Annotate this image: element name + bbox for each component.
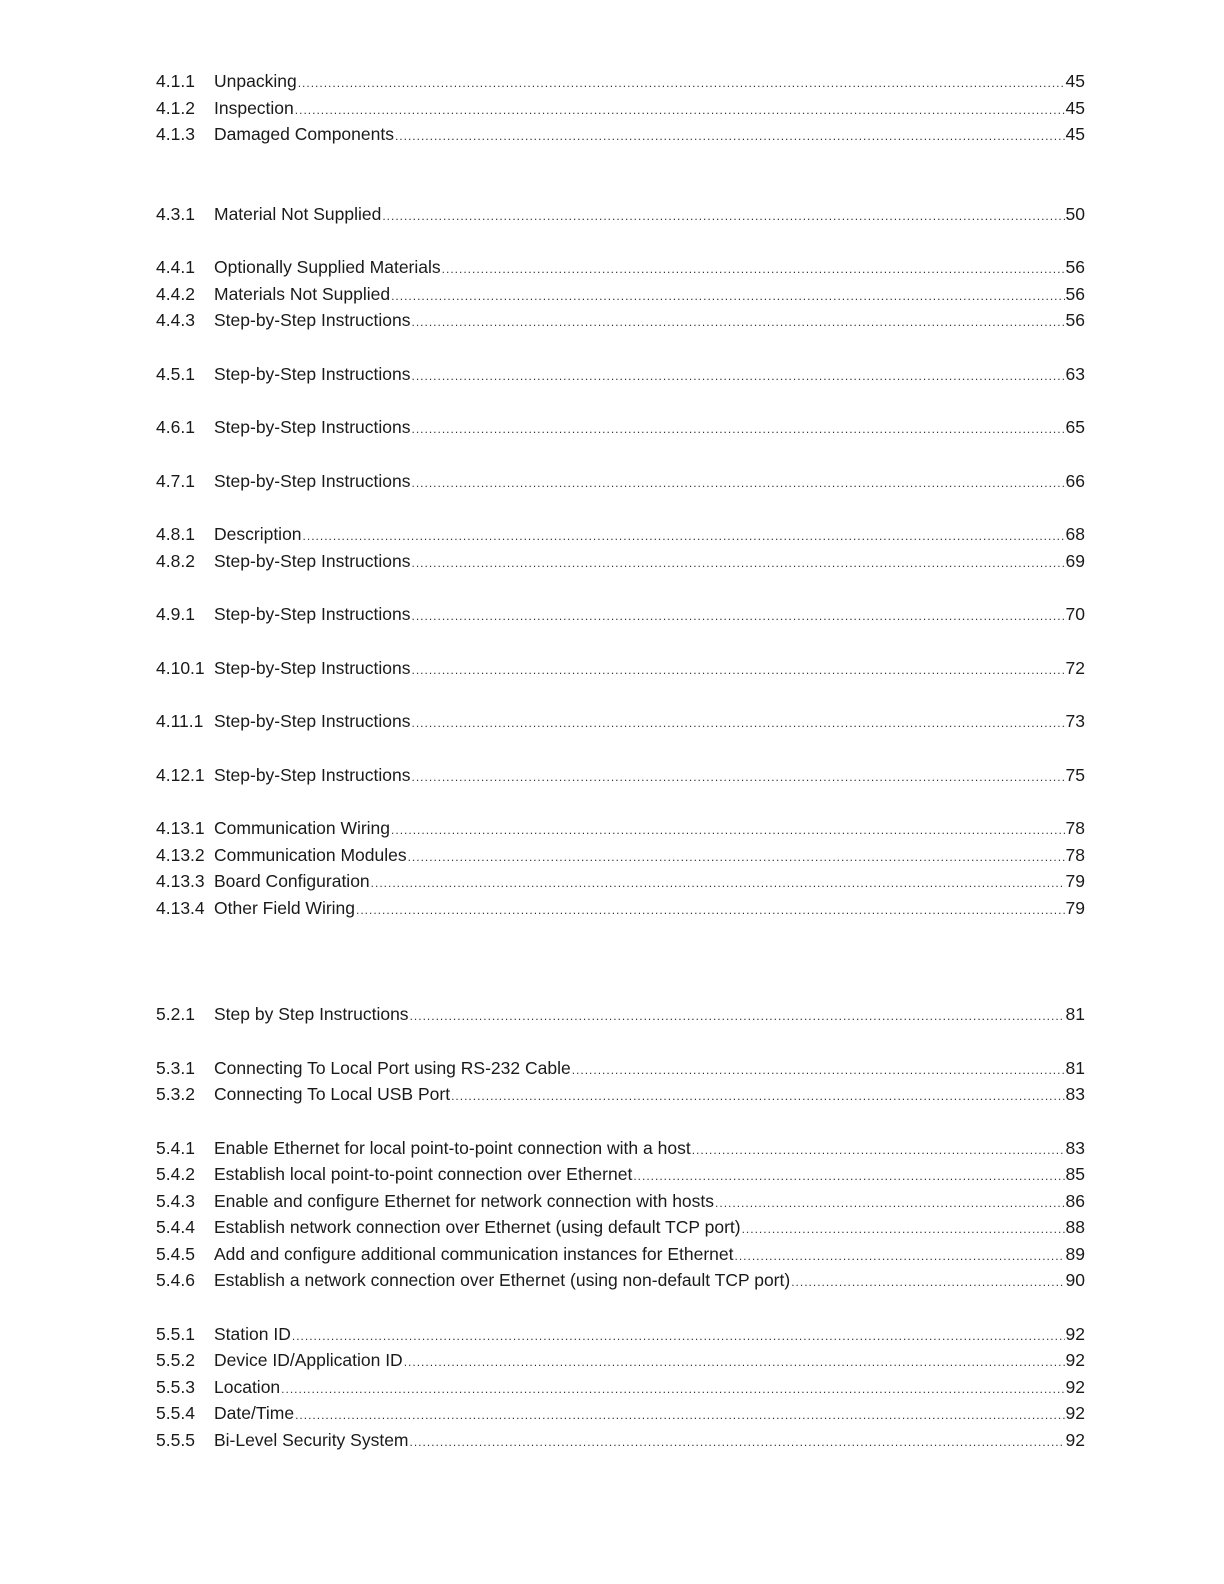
toc-entry[interactable] <box>156 414 1085 441</box>
toc-entry-title: Enable and configure Ethernet for network connection with hosts <box>214 1190 715 1211</box>
toc-entry-number: 4.1.1 <box>156 71 195 91</box>
toc-entry-number: 4.12.1 <box>156 764 205 785</box>
dot-leader <box>281 1376 1064 1403</box>
toc-entry-number: 5.4.6 <box>156 1270 195 1290</box>
toc-entry-title: Add and configure additional communication instances for Ethernet <box>214 1243 734 1264</box>
toc-entry-page: 92 <box>1065 1323 1085 1344</box>
toc-entry-number: 5.4.2 <box>156 1164 195 1184</box>
toc-entry-number: 5.5.1 <box>156 1323 195 1344</box>
toc-entry-number: 5.5.2 <box>156 1350 195 1370</box>
section-gap <box>156 441 1085 468</box>
toc-entry-title: Step-by-Step Instructions <box>214 363 411 384</box>
section-gap <box>156 334 1085 361</box>
toc-entry-title: Communication Modules <box>214 844 407 865</box>
toc-entry-number: 4.1.2 <box>156 97 195 118</box>
toc-entry[interactable] <box>156 842 1085 869</box>
dot-leader <box>692 1137 1065 1164</box>
dot-leader <box>295 97 1065 124</box>
dot-leader <box>404 1349 1065 1376</box>
toc-entry-number: 4.13.4 <box>156 897 205 918</box>
dot-leader <box>411 363 1064 390</box>
toc-entry-number: 4.10.1 <box>156 657 205 678</box>
dot-leader <box>395 123 1065 150</box>
toc-entry[interactable] <box>156 201 1085 228</box>
dot-leader <box>411 550 1064 577</box>
toc-entry[interactable] <box>156 895 1085 922</box>
toc-entry-number: 4.1.3 <box>156 124 195 144</box>
toc-entry-page: 89 <box>1065 1243 1085 1264</box>
section-gap <box>156 1108 1085 1135</box>
table-of-contents <box>156 68 1085 1453</box>
toc-entry-page: 63 <box>1065 363 1085 384</box>
toc-entry-title: Establish network connection over Ethernet (using default TCP port) <box>214 1217 741 1237</box>
toc-entry-page: 79 <box>1065 871 1085 891</box>
toc-entry-page: 92 <box>1065 1403 1085 1423</box>
dot-leader <box>382 203 1064 230</box>
toc-entry[interactable] <box>156 655 1085 682</box>
toc-entry-page: 56 <box>1065 283 1085 304</box>
toc-entry[interactable] <box>156 1161 1085 1188</box>
toc-entry-page: 50 <box>1065 203 1085 224</box>
section-gap <box>156 227 1085 254</box>
toc-entry-page: 69 <box>1065 550 1085 571</box>
toc-entry-title: Communication Wiring <box>214 818 391 838</box>
section-gap <box>156 574 1085 601</box>
toc-entry-title: Step-by-Step Instructions <box>214 310 411 330</box>
section-gap <box>156 921 1085 1001</box>
toc-entry-title: Other Field Wiring <box>214 897 356 918</box>
toc-entry-title: Location <box>214 1376 281 1397</box>
toc-entry-page: 45 <box>1065 71 1085 91</box>
toc-entry[interactable] <box>156 1321 1085 1348</box>
toc-entry-title: Step-by-Step Instructions <box>214 604 411 624</box>
toc-entry-title: Station ID <box>214 1323 291 1344</box>
toc-entry[interactable] <box>156 307 1085 334</box>
section-gap <box>156 1028 1085 1055</box>
toc-entry-page: 92 <box>1065 1376 1085 1397</box>
toc-entry-title: Step-by-Step Instructions <box>214 657 411 678</box>
toc-entry-title: Connecting To Local USB Port <box>214 1084 451 1104</box>
toc-entry-page: 83 <box>1065 1084 1085 1104</box>
dot-leader <box>410 1003 1065 1030</box>
toc-entry-number: 4.13.1 <box>156 818 205 838</box>
toc-entry-title: Date/Time <box>214 1403 295 1423</box>
dot-leader <box>303 523 1065 550</box>
toc-entry-page: 45 <box>1065 124 1085 144</box>
section-gap <box>156 735 1085 762</box>
toc-entry[interactable] <box>156 68 1085 95</box>
dot-leader <box>411 309 1064 336</box>
toc-entry-page: 56 <box>1065 257 1085 277</box>
toc-entry-title: Bi-Level Security System <box>214 1429 409 1450</box>
toc-entry-page: 66 <box>1065 470 1085 491</box>
toc-entry[interactable] <box>156 762 1085 789</box>
toc-entry-page: 70 <box>1065 604 1085 624</box>
toc-entry-title: Materials Not Supplied <box>214 283 391 304</box>
toc-entry-page: 85 <box>1065 1164 1085 1184</box>
toc-entry-page: 79 <box>1065 897 1085 918</box>
toc-entry[interactable] <box>156 521 1085 548</box>
toc-entry[interactable] <box>156 1081 1085 1108</box>
dot-leader <box>292 1323 1065 1350</box>
toc-entry-number: 5.4.3 <box>156 1190 195 1211</box>
toc-entry-page: 78 <box>1065 844 1085 865</box>
toc-entry-title: Establish local point-to-point connection over Ethernet <box>214 1164 633 1184</box>
toc-entry-page: 92 <box>1065 1350 1085 1370</box>
toc-entry[interactable] <box>156 601 1085 628</box>
toc-entry-page: 72 <box>1065 657 1085 678</box>
toc-entry-title: Inspection <box>214 97 294 118</box>
toc-entry-page: 88 <box>1065 1217 1085 1237</box>
toc-entry[interactable] <box>156 708 1085 735</box>
toc-entry-page: 83 <box>1065 1137 1085 1158</box>
toc-entry-page: 86 <box>1065 1190 1085 1211</box>
dot-leader <box>715 1190 1065 1217</box>
toc-entry-title: Device ID/Application ID <box>214 1350 403 1370</box>
toc-entry-number: 4.6.1 <box>156 417 195 437</box>
toc-entry-number: 5.3.1 <box>156 1057 195 1078</box>
toc-entry-title: Description <box>214 524 302 544</box>
toc-entry-title: Enable Ethernet for local point-to-point connection with a host <box>214 1137 691 1158</box>
toc-entry-title: Step by Step Instructions <box>214 1004 409 1024</box>
toc-entry-number: 4.13.3 <box>156 871 205 891</box>
dot-leader <box>411 416 1064 443</box>
toc-entry-page: 56 <box>1065 310 1085 330</box>
toc-entry-number: 4.8.1 <box>156 524 195 544</box>
dot-leader <box>411 603 1064 630</box>
toc-entry-number: 5.5.4 <box>156 1403 195 1423</box>
dot-leader <box>391 817 1065 844</box>
toc-entry-title: Step-by-Step Instructions <box>214 417 411 437</box>
toc-entry-page: 45 <box>1065 97 1085 118</box>
toc-entry-number: 4.3.1 <box>156 203 195 224</box>
toc-entry-number: 5.4.1 <box>156 1137 195 1158</box>
toc-entry-page: 78 <box>1065 818 1085 838</box>
section-gap <box>156 628 1085 655</box>
toc-entry-number: 4.8.2 <box>156 550 195 571</box>
toc-entry-title: Material Not Supplied <box>214 203 382 224</box>
toc-entry-title: Optionally Supplied Materials <box>214 257 441 277</box>
dot-leader <box>411 764 1064 791</box>
dot-leader <box>442 256 1065 283</box>
toc-entry-page: 68 <box>1065 524 1085 544</box>
toc-entry-number: 4.11.1 <box>156 711 204 731</box>
toc-entry[interactable] <box>156 1347 1085 1374</box>
toc-entry-number: 4.7.1 <box>156 470 195 491</box>
toc-entry[interactable] <box>156 254 1085 281</box>
dot-leader <box>298 70 1065 97</box>
toc-entry-number: 4.4.2 <box>156 283 195 304</box>
toc-entry[interactable] <box>156 95 1085 122</box>
toc-entry[interactable] <box>156 468 1085 495</box>
toc-entry-page: 75 <box>1065 764 1085 785</box>
dot-leader <box>633 1163 1064 1190</box>
section-gap <box>156 494 1085 521</box>
toc-entry-title: Step-by-Step Instructions <box>214 550 411 571</box>
section-gap <box>156 788 1085 815</box>
toc-entry[interactable] <box>156 281 1085 308</box>
toc-entry-page: 65 <box>1065 417 1085 437</box>
toc-entry-title: Establish a network connection over Ethernet (using non-default TCP port) <box>214 1270 791 1290</box>
section-gap <box>156 387 1085 414</box>
section-gap <box>156 1294 1085 1321</box>
toc-entry[interactable] <box>156 1135 1085 1162</box>
toc-entry-title: Step-by-Step Instructions <box>214 764 411 785</box>
toc-entry-number: 5.4.5 <box>156 1243 195 1264</box>
dot-leader <box>391 283 1064 310</box>
dot-leader <box>356 897 1065 924</box>
toc-entry-title: Board Configuration <box>214 871 370 891</box>
toc-entry[interactable] <box>156 1214 1085 1241</box>
toc-entry[interactable] <box>156 1188 1085 1215</box>
toc-entry-page: 81 <box>1065 1057 1085 1078</box>
toc-entry-number: 4.4.1 <box>156 257 195 277</box>
toc-entry-title: Connecting To Local Port using RS-232 Cable <box>214 1057 571 1078</box>
dot-leader <box>742 1216 1065 1243</box>
dot-leader <box>295 1402 1064 1429</box>
toc-entry-number: 4.13.2 <box>156 844 205 865</box>
dot-leader <box>410 1429 1065 1456</box>
toc-entry[interactable] <box>156 815 1085 842</box>
toc-entry-page: 90 <box>1065 1270 1085 1290</box>
toc-entry[interactable] <box>156 1267 1085 1294</box>
toc-entry-number: 5.5.5 <box>156 1429 195 1450</box>
toc-entry-number: 4.5.1 <box>156 363 195 384</box>
toc-entry-title: Damaged Components <box>214 124 394 144</box>
dot-leader <box>451 1083 1064 1110</box>
dot-leader <box>411 710 1064 737</box>
dot-leader <box>411 657 1064 684</box>
dot-leader <box>572 1057 1065 1084</box>
dot-leader <box>791 1269 1064 1296</box>
toc-entry[interactable] <box>156 1374 1085 1401</box>
toc-entry-page: 92 <box>1065 1429 1085 1450</box>
toc-entry-title: Unpacking <box>214 71 297 91</box>
toc-entry-title: Step-by-Step Instructions <box>214 711 411 731</box>
toc-entry[interactable] <box>156 1055 1085 1082</box>
toc-entry[interactable] <box>156 1001 1085 1028</box>
toc-entry-page: 81 <box>1065 1004 1085 1024</box>
dot-leader <box>408 844 1065 871</box>
toc-entry[interactable] <box>156 1400 1085 1427</box>
toc-entry[interactable] <box>156 361 1085 388</box>
toc-entry[interactable] <box>156 868 1085 895</box>
toc-entry-number: 4.9.1 <box>156 604 195 624</box>
toc-entry-number: 4.4.3 <box>156 310 195 330</box>
toc-entry-number: 5.4.4 <box>156 1217 195 1237</box>
toc-entry-page: 73 <box>1065 711 1085 731</box>
section-gap <box>156 681 1085 708</box>
dot-leader <box>734 1243 1064 1270</box>
dot-leader <box>371 870 1065 897</box>
toc-entry[interactable] <box>156 1427 1085 1454</box>
section-gap <box>156 148 1085 201</box>
toc-entry[interactable] <box>156 121 1085 148</box>
toc-entry-title: Step-by-Step Instructions <box>214 470 411 491</box>
toc-entry[interactable] <box>156 1241 1085 1268</box>
toc-entry-number: 5.2.1 <box>156 1004 195 1024</box>
dot-leader <box>411 470 1064 497</box>
toc-entry-number: 5.5.3 <box>156 1376 195 1397</box>
toc-entry-number: 5.3.2 <box>156 1084 195 1104</box>
toc-entry[interactable] <box>156 548 1085 575</box>
